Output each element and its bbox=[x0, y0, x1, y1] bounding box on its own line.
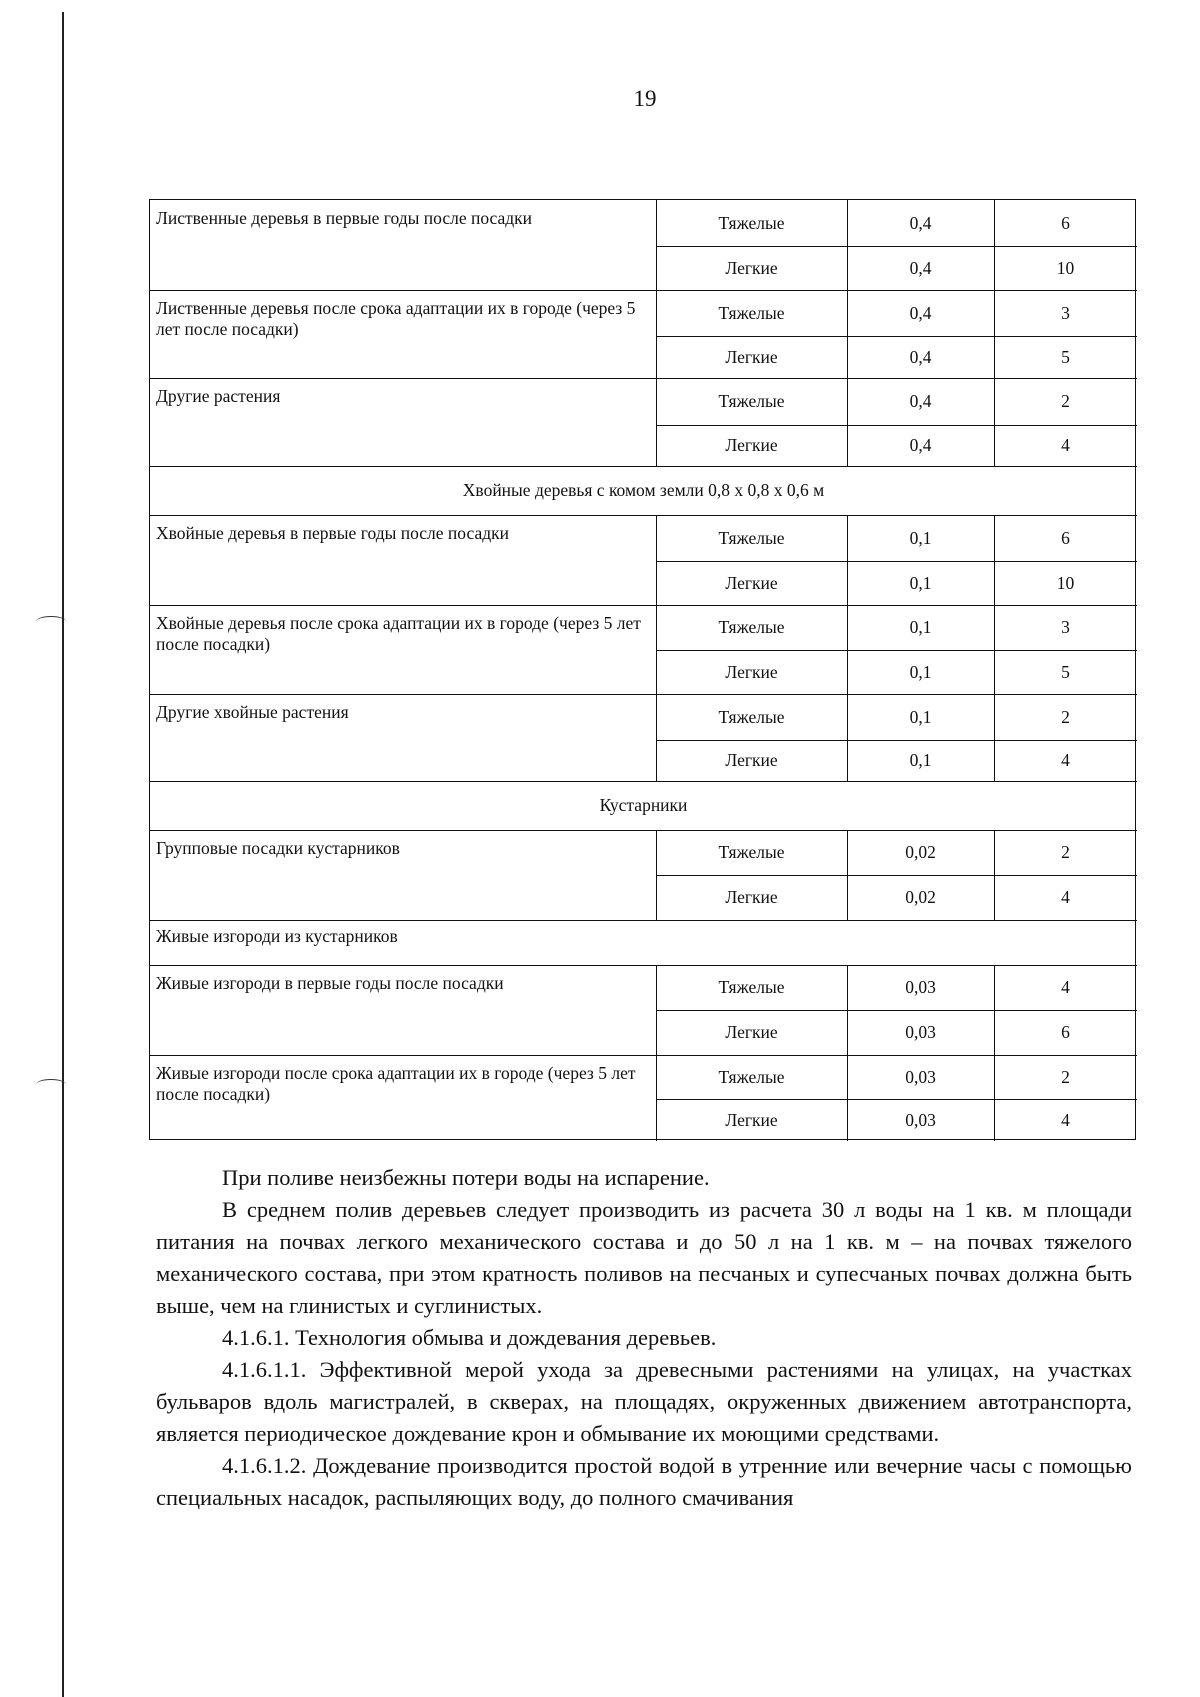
norm-value: 0,4 bbox=[909, 435, 932, 455]
soil-type: Тяжелые bbox=[718, 706, 785, 727]
watering-count: 6 bbox=[1061, 1022, 1070, 1042]
column-divider bbox=[656, 965, 657, 1055]
soil-type: Тяжелые bbox=[718, 842, 785, 862]
column-divider bbox=[847, 515, 848, 605]
plant-group-label: Лиственные деревья после срока адаптации их в городе (через 5 лет после посадки) bbox=[156, 298, 636, 339]
column-divider bbox=[994, 1055, 995, 1141]
norm-value: 0,4 bbox=[909, 257, 932, 278]
column-divider bbox=[994, 694, 995, 781]
plant-group-label: Хвойные деревья после срока адаптации их в городе (через 5 лет после посадки) bbox=[156, 613, 641, 654]
norm-value: 0,03 bbox=[905, 1066, 936, 1087]
soil-type: Легкие bbox=[725, 661, 778, 682]
column-divider bbox=[847, 200, 848, 290]
soil-type: Тяжелые bbox=[718, 302, 785, 323]
plant-group-label: Хвойные деревья в первые годы после посадки bbox=[156, 523, 509, 543]
column-divider bbox=[847, 605, 848, 694]
soil-type: Легкие bbox=[725, 887, 778, 907]
norm-value: 0,1 bbox=[909, 527, 932, 548]
column-divider bbox=[656, 378, 657, 466]
norm-value: 0,02 bbox=[905, 887, 936, 907]
soil-type: Легкие bbox=[725, 435, 778, 455]
norm-value: 0,1 bbox=[909, 750, 932, 770]
norm-value: 0,1 bbox=[909, 572, 932, 593]
paragraph: 4.1.6.1.1. Эффективной мерой ухода за древесными растениями на улицах, на участках бульваров вдоль магистралей, в скверах, на площадях, окруженных движением автотранспорта, является периодическое дождевание крон и обмывание их моющими средствами. bbox=[156, 1357, 1132, 1446]
norm-value: 0,1 bbox=[909, 706, 932, 727]
column-divider bbox=[994, 605, 995, 694]
watering-count: 2 bbox=[1061, 706, 1070, 727]
norm-value: 0,03 bbox=[905, 977, 936, 997]
page-margin-line bbox=[62, 12, 64, 1697]
watering-count: 3 bbox=[1061, 617, 1070, 637]
norm-value: 0,4 bbox=[909, 346, 932, 367]
body-text bbox=[156, 1162, 1132, 1514]
soil-type: Легкие bbox=[725, 750, 778, 770]
paragraph: При поливе неизбежны потери воды на испарение. bbox=[222, 1165, 710, 1190]
plant-group-label: Групповые посадки кустарников bbox=[156, 838, 400, 858]
column-divider bbox=[847, 1055, 848, 1141]
soil-type: Легкие bbox=[725, 572, 778, 593]
watering-count: 4 bbox=[1061, 750, 1070, 770]
watering-count: 6 bbox=[1061, 212, 1070, 233]
column-divider bbox=[847, 378, 848, 466]
soil-type: Тяжелые bbox=[718, 391, 785, 411]
plant-group-label: Другие растения bbox=[156, 386, 281, 406]
watering-count: 4 bbox=[1061, 435, 1070, 455]
column-divider bbox=[656, 290, 657, 378]
norm-value: 0,4 bbox=[909, 391, 932, 411]
page-number: 19 bbox=[633, 86, 657, 111]
binding-mark bbox=[36, 616, 66, 627]
soil-type: Легкие bbox=[725, 257, 778, 278]
soil-type: Легкие bbox=[725, 1109, 778, 1130]
section-header: Хвойные деревья с комом земли 0,8 х 0,8 х 0,6 м bbox=[462, 480, 825, 500]
watering-count: 5 bbox=[1061, 661, 1070, 682]
column-divider bbox=[994, 290, 995, 378]
watering-count: 10 bbox=[1056, 572, 1075, 593]
section-header: Кустарники bbox=[599, 795, 688, 815]
paragraph: 4.1.6.1. Технология обмыва и дождевания деревьев. bbox=[222, 1325, 717, 1350]
watering-count: 5 bbox=[1061, 346, 1070, 367]
watering-count: 2 bbox=[1061, 842, 1070, 862]
column-divider bbox=[847, 290, 848, 378]
norm-value: 0,4 bbox=[909, 212, 932, 233]
soil-type: Тяжелые bbox=[718, 212, 785, 233]
norm-value: 0,1 bbox=[909, 661, 932, 682]
watering-count: 3 bbox=[1061, 302, 1070, 323]
plant-group-label: Лиственные деревья в первые годы после посадки bbox=[156, 208, 533, 228]
watering-count: 4 bbox=[1061, 1109, 1070, 1130]
column-divider bbox=[847, 694, 848, 781]
column-divider bbox=[656, 200, 657, 290]
column-divider bbox=[656, 1055, 657, 1141]
soil-type: Тяжелые bbox=[718, 1066, 785, 1087]
column-divider bbox=[994, 200, 995, 290]
column-divider bbox=[656, 830, 657, 920]
binding-mark bbox=[36, 1079, 66, 1090]
column-divider bbox=[656, 694, 657, 781]
column-divider bbox=[847, 830, 848, 920]
column-divider bbox=[847, 965, 848, 1055]
plant-group-label: Другие хвойные растения bbox=[156, 702, 349, 722]
plant-group-label: Живые изгороди в первые годы после посадки bbox=[156, 973, 504, 993]
watering-count: 6 bbox=[1061, 527, 1070, 548]
watering-count: 10 bbox=[1056, 257, 1075, 278]
soil-type: Тяжелые bbox=[718, 617, 785, 637]
soil-type: Тяжелые bbox=[718, 977, 785, 997]
norm-value: 0,4 bbox=[909, 302, 932, 323]
column-divider bbox=[656, 605, 657, 694]
column-divider bbox=[994, 378, 995, 466]
watering-count: 2 bbox=[1061, 391, 1070, 411]
soil-type: Тяжелые bbox=[718, 527, 785, 548]
watering-count: 4 bbox=[1061, 977, 1070, 997]
watering-count: 4 bbox=[1061, 887, 1070, 907]
norm-value: 0,02 bbox=[905, 842, 936, 862]
column-divider bbox=[994, 830, 995, 920]
section-header: Живые изгороди из кустарников bbox=[156, 926, 398, 946]
column-divider bbox=[994, 515, 995, 605]
watering-norms-table bbox=[149, 199, 1136, 1140]
norm-value: 0,03 bbox=[905, 1022, 936, 1042]
column-divider bbox=[994, 965, 995, 1055]
paragraph: 4.1.6.1.2. Дождевание производится простой водой в утренние или вечерние часы с помощью специальных насадок, распыляющих воду, до полного смачивания bbox=[156, 1453, 1132, 1510]
watering-count: 2 bbox=[1061, 1066, 1070, 1087]
plant-group-label: Живые изгороди после срока адаптации их в городе (через 5 лет после посадки) bbox=[156, 1063, 636, 1104]
soil-type: Легкие bbox=[725, 1022, 778, 1042]
paragraph: В среднем полив деревьев следует производить из расчета 30 л воды на 1 кв. м площади питания на почвах легкого механического состава и до 50 л на 1 кв. м – на почвах тяжелого механического состава, при этом кратность поливов на песчаных и супесчаных почвах должна быть выше, чем на глинистых и суглинистых. bbox=[156, 1197, 1132, 1318]
norm-value: 0,03 bbox=[905, 1109, 936, 1130]
norm-value: 0,1 bbox=[909, 617, 932, 637]
column-divider bbox=[656, 515, 657, 605]
soil-type: Легкие bbox=[725, 346, 778, 367]
